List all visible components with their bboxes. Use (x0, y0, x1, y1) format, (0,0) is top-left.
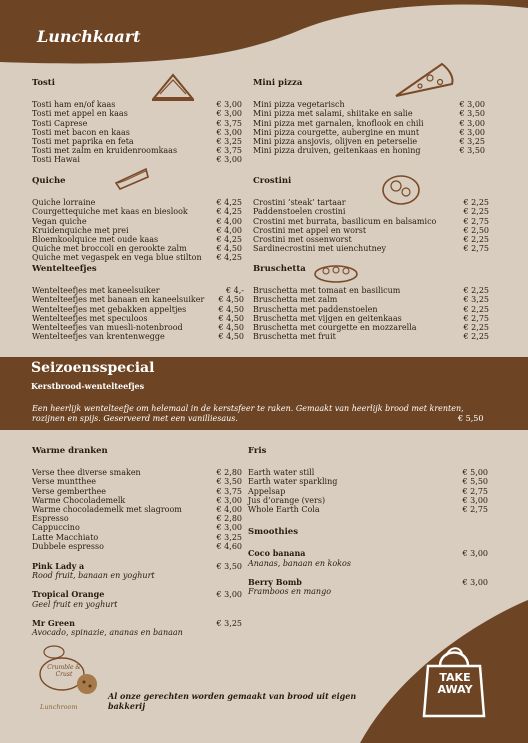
smoothie-specials-left (32, 562, 242, 647)
menu-item (32, 286, 244, 295)
special-name: Pink Lady a (32, 561, 85, 571)
logo-subtitle: Lunchroom (40, 703, 78, 711)
item-name: Tosti met bacon en kaas (32, 127, 130, 137)
wentelteefjes-heading: Wentelteefjes (32, 264, 97, 274)
special-price: € 3,50 (216, 562, 242, 571)
item-name: Tosti met appel en kaas (32, 109, 128, 119)
item-name: Tosti ham en/of kaas (32, 100, 116, 110)
item-price: € 3,00 (216, 109, 242, 119)
menu-item (32, 137, 242, 146)
item-price: € 4,25 (216, 235, 242, 245)
item-name: Crostini met burrata, basilicum en balsamico (253, 216, 437, 226)
special-item (32, 619, 242, 637)
item-name: Verse muntthee (32, 477, 96, 487)
item-name: Quiche met vegaspek en vega blue stilton (32, 253, 202, 263)
menu-item (253, 137, 485, 146)
menu-item (32, 314, 244, 323)
item-price: € 4,50 (216, 244, 242, 254)
season-description: Een heerlijk wentelteefje om helemaal in de kerstsfeer te raken. Gemaakt van heerlijk brood met krenten, rozijnen en spijs. Geserveerd met een vanilliesaus. (32, 404, 464, 423)
quiche-heading: Quiche (32, 176, 66, 186)
item-price: € 3,00 (462, 495, 488, 505)
item-price: € 5,50 (462, 477, 488, 487)
item-price: € 2,25 (463, 304, 489, 314)
special-description: Avocado, spinazie, ananas en banaan (32, 628, 183, 638)
menu-item (32, 217, 242, 226)
item-price: € 2,25 (463, 235, 489, 245)
menu-item (32, 235, 242, 244)
item-price: € 4,- (226, 286, 244, 296)
item-name: Bruschetta met zalm (253, 295, 338, 305)
menu-item (253, 128, 485, 137)
item-price: € 2,75 (463, 244, 489, 254)
menu-item (32, 198, 242, 207)
menu-item (253, 314, 489, 323)
item-name: Crostini met appel en worst (253, 225, 367, 235)
season-title: Seizoensspecial (31, 360, 155, 376)
warme-dranken-section (32, 447, 242, 551)
menu-item (32, 533, 242, 542)
item-name: Wentelteefjes met gebakken appeltjes (32, 304, 187, 314)
item-name: Mini pizza ansjovis, olijven en peterselie (253, 137, 418, 147)
item-name: Sardinecrostini met uienchutney (253, 244, 386, 254)
menu-item (32, 505, 242, 514)
menu-item (253, 217, 489, 226)
item-name: Espresso (32, 514, 69, 524)
item-name: Mini pizza met garnalen, knoflook en chili (253, 118, 424, 128)
menu-item (253, 323, 489, 332)
item-price: € 2,50 (463, 225, 489, 235)
item-name: Bruschetta met tomaat en basilicum (253, 286, 401, 296)
item-name: Earth water still (248, 468, 315, 478)
wentelteefjes-section (32, 265, 244, 341)
season-subtitle: Kerstbrood-wentelteefjes (31, 381, 145, 391)
menu-item (253, 207, 489, 216)
menu-item (32, 514, 242, 523)
menu-item (32, 477, 242, 486)
item-name: Wentelteefjes met kaneelsuiker (32, 286, 160, 296)
item-price: € 2,25 (463, 198, 489, 208)
menu-item (32, 332, 244, 341)
page-title: Lunchkaart (37, 27, 141, 46)
item-name: Tosti Caprese (32, 118, 88, 128)
menu-item (248, 468, 488, 477)
item-price: € 3,25 (216, 532, 242, 542)
menu-item (253, 244, 489, 253)
menu-item (32, 119, 242, 128)
item-price: € 2,75 (463, 313, 489, 323)
item-price: € 3,00 (216, 155, 242, 165)
item-price: € 3,00 (459, 100, 485, 110)
item-price: € 3,00 (216, 495, 242, 505)
item-name: Warme chocolademelk met slagroom (32, 505, 182, 515)
tosti-section (32, 79, 242, 165)
item-name: Vegan quiche (32, 216, 87, 226)
minipizza-section (253, 79, 485, 155)
item-price: € 2,75 (463, 216, 489, 226)
menu-item (32, 305, 244, 314)
item-name: Bruschetta met courgette en mozzarella (253, 323, 417, 333)
quiche-section (32, 177, 242, 263)
item-name: Earth water sparkling (248, 477, 338, 487)
item-price: € 3,50 (459, 109, 485, 119)
item-price: € 4,00 (216, 216, 242, 226)
item-price: € 3,75 (216, 146, 242, 156)
menu-item (32, 109, 242, 118)
item-price: € 3,25 (216, 137, 242, 147)
item-name: Crostini met ossenworst (253, 235, 352, 245)
menu-item (253, 295, 489, 304)
item-name: Mini pizza courgette, aubergine en munt (253, 127, 420, 137)
menu-item (253, 109, 485, 118)
special-name: Tropical Orange (32, 589, 105, 600)
item-price: € 3,75 (216, 118, 242, 128)
item-price: € 3,25 (463, 295, 489, 305)
item-name: Bloemkoolquice met oude kaas (32, 235, 159, 245)
item-name: Verse gemberthee (32, 486, 106, 496)
item-price: € 2,25 (463, 286, 489, 296)
item-name: Quiche lorraine (32, 198, 96, 208)
item-name: Bruschetta met vijgen en geitenkaas (253, 313, 402, 323)
item-price: € 3,00 (459, 127, 485, 137)
minipizza-heading: Mini pizza (253, 78, 303, 88)
menu-item (253, 226, 489, 235)
item-price: € 3,75 (216, 486, 242, 496)
menu-item (253, 305, 489, 314)
item-price: € 3,50 (216, 477, 242, 487)
item-name: Wentelteefjes met speculoos (32, 313, 148, 323)
special-description: Geel fruit en yoghurt (32, 599, 118, 609)
item-name: Warme Chocolademelk (32, 495, 126, 505)
item-price: € 4,50 (218, 313, 244, 323)
item-price: € 4,50 (218, 295, 244, 305)
item-name: Tosti met paprika en feta (32, 137, 134, 147)
menu-item (253, 332, 489, 341)
smoothies-heading: Smoothies (248, 527, 298, 538)
menu-item (32, 487, 242, 496)
item-name: Tosti met zalm en kruidenroomkaas (32, 146, 178, 156)
menu-item (32, 468, 242, 477)
warme-dranken-heading: Warme dranken (32, 446, 108, 456)
fris-section (248, 447, 488, 606)
item-price: € 3,00 (216, 523, 242, 533)
menu-item (32, 523, 242, 532)
item-name: Appelsap (248, 486, 286, 496)
menu-item (32, 226, 242, 235)
item-price: € 2,75 (462, 505, 488, 515)
menu-item (248, 505, 488, 514)
special-price: € 3,00 (216, 590, 242, 600)
item-name: Jus d’orange (vers) (248, 495, 326, 505)
item-name: Dubbele espresso (32, 541, 104, 551)
special-price: € 3,00 (462, 577, 488, 587)
menu-item (32, 542, 242, 551)
item-name: Wentelteefjes van krentenwegge (32, 332, 165, 342)
menu-item (248, 487, 488, 496)
item-price: € 2,75 (462, 486, 488, 496)
item-name: Bruschetta met fruit (253, 332, 336, 342)
item-price: € 2,25 (463, 207, 489, 217)
item-name: Quiche met broccoli en gerookte zalm (32, 244, 187, 254)
menu-item (253, 119, 485, 128)
item-name: Paddenstoelen crostini (253, 207, 346, 217)
item-name: Kruidenquiche met prei (32, 225, 129, 235)
item-name: Wentelteefjes van muesli-notenbrood (32, 323, 183, 333)
tosti-heading: Tosti (32, 78, 55, 88)
item-price: € 4,00 (216, 505, 242, 515)
menu-item (32, 323, 244, 332)
item-name: Mini pizza druiven, geitenkaas en honing (253, 146, 421, 156)
item-name: Latte Macchiato (32, 532, 99, 542)
item-price: € 2,80 (216, 468, 242, 478)
special-description: Framboos en mango (248, 587, 332, 597)
item-price: € 4,00 (216, 225, 242, 235)
item-name: Wentelteefjes met banaan en kaneelsuiker (32, 295, 205, 305)
special-item (32, 590, 242, 608)
menu-item (32, 146, 242, 155)
crostini-section (253, 177, 489, 253)
menu-item (32, 253, 242, 262)
special-price: € 3,00 (462, 549, 488, 559)
menu-item (253, 100, 485, 109)
menu-item (248, 477, 488, 486)
special-name: Coco banana (248, 548, 306, 559)
special-item (32, 562, 242, 580)
crostini-heading: Crostini (253, 176, 292, 186)
bruschetta-section (253, 265, 489, 341)
footer-note: Al onze gerechten worden gemaakt van brood uit eigen bakkerij (108, 691, 357, 711)
item-price: € 2,80 (216, 514, 242, 524)
item-price: € 4,50 (218, 304, 244, 314)
fris-heading: Fris (248, 446, 267, 456)
item-name: Bruschetta met paddenstoelen (253, 304, 378, 314)
item-price: € 4,50 (218, 332, 244, 342)
item-price: € 4,25 (216, 207, 242, 217)
menu-item (32, 155, 242, 164)
item-name: Tosti Hawai (32, 155, 80, 165)
special-description: Ananas, banaan en kokos (248, 558, 351, 568)
menu-item (32, 244, 242, 253)
item-price: € 2,25 (463, 332, 489, 342)
menu-item (253, 235, 489, 244)
item-price: € 3,00 (216, 127, 242, 137)
item-name: Cappuccino (32, 523, 80, 533)
item-name: Courgettequiche met kaas en bieslook (32, 207, 188, 217)
bruschetta-heading: Bruschetta (253, 264, 306, 274)
special-description: Rood fruit, banaan en yoghurt (32, 571, 155, 581)
item-name: Crostini ‘steak’ tartaar (253, 198, 346, 208)
menu-item (32, 207, 242, 216)
special-item (248, 578, 488, 596)
item-price: € 3,25 (459, 137, 485, 147)
special-price: € 3,25 (216, 618, 242, 628)
item-price: € 4,25 (216, 253, 242, 263)
special-name: Berry Bomb (248, 576, 302, 587)
menu-item (253, 146, 485, 155)
item-price: € 4,25 (216, 198, 242, 208)
menu-item (253, 198, 489, 207)
item-price: € 2,25 (463, 323, 489, 333)
takeaway-label: TAKE AWAY (437, 671, 473, 696)
season-price: € 5,50 (458, 414, 484, 423)
menu-item (32, 100, 242, 109)
menu-item (248, 496, 488, 505)
item-price: € 4,50 (218, 323, 244, 333)
menu-item (32, 295, 244, 304)
item-price: € 3,00 (216, 100, 242, 110)
item-name: Mini pizza met salami, shiitake en salie (253, 109, 413, 119)
item-price: € 5,00 (462, 468, 488, 478)
item-price: € 3,50 (459, 146, 485, 156)
item-price: € 4,60 (216, 541, 242, 551)
logo-text: Crumble & Crust (47, 664, 81, 678)
special-name: Mr Green (32, 617, 75, 628)
item-name: Whole Earth Cola (248, 505, 320, 515)
item-name: Mini pizza vegetarisch (253, 100, 345, 110)
special-item (248, 549, 488, 567)
item-name: Verse thee diverse smaken (32, 468, 141, 478)
menu-item (32, 496, 242, 505)
menu-item (32, 128, 242, 137)
item-price: € 3,00 (459, 118, 485, 128)
menu-item (253, 286, 489, 295)
